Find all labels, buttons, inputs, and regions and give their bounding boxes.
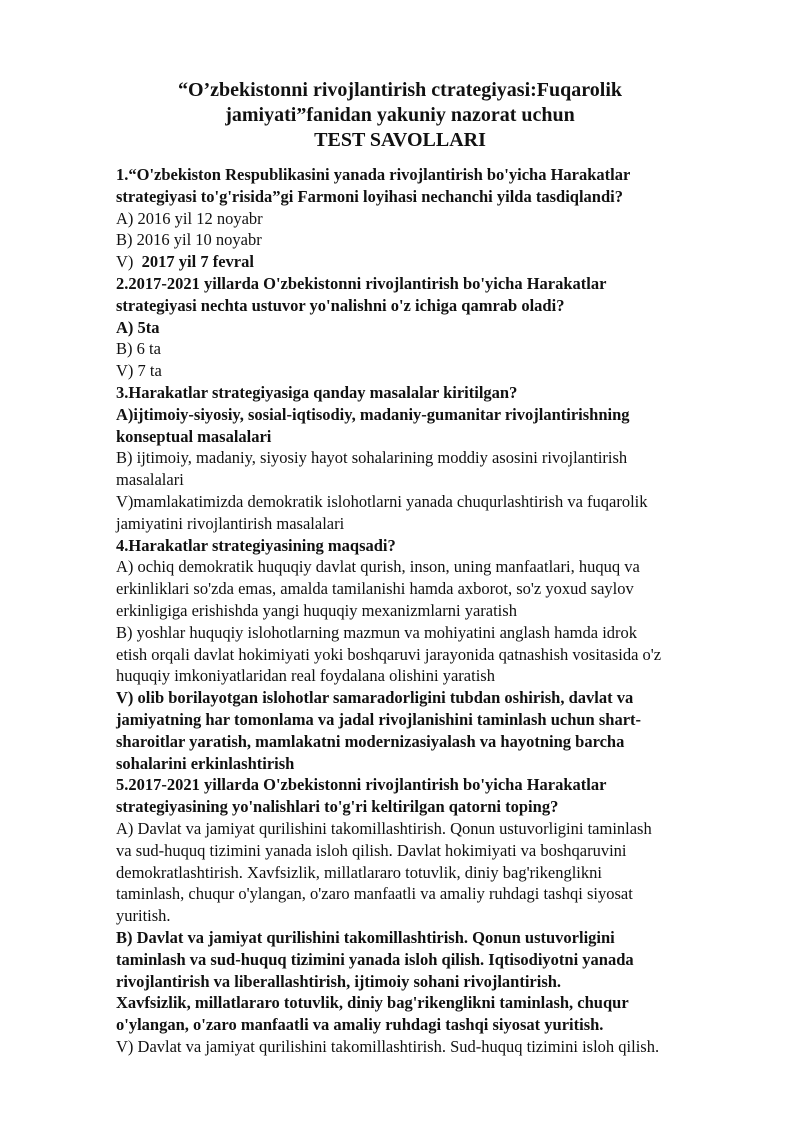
text-line-content: V) Davlat va jamiyat qurilishini takomillashtirish. Sud-huquq tizimini isloh qilish. [116,1037,660,1056]
text-line-content: jamiyatning har tomonlama va jadal rivojlanishini taminlash uchun shart- [116,710,642,729]
text-line [116,949,766,971]
text-line [116,447,766,469]
text-line-content: 1.“O'zbekiston Respublikasini yanada rivojlantirish bo'yicha Harakatlar [116,165,631,184]
answer-highlight: 2017 yil 7 fevral [133,252,254,272]
text-line-content: strategiyasi to'g'risida”gi Farmoni loyihasi nechanchi yilda tasdiqlandi? [116,186,623,206]
text-line [116,644,766,666]
document-title-line-1: “O’zbekistonni rivojlantirish ctrategiyasi:Fuqarolik [177,79,623,101]
text-line-content: V) 7 ta [116,361,162,381]
text-line [116,295,766,317]
text-line [116,469,766,491]
text-line-content: Xavfsizlik, millatlararo totuvlik, diniy bag'rikenglikni taminlash, chuqur [116,993,629,1013]
text-line [116,426,766,448]
text-line-content: demokratlashtirish. Xavfsizlik, millatlararo totuvlik, diniy bag'rikenglikni [116,862,602,882]
text-line [116,971,766,993]
text-line-content: V)mamlakatimizda demokratik islohotlarni yanada chuqurlashtirish va fuqarolik [116,492,648,511]
text-line [116,622,766,644]
text-line-content: strategiyasining yo'nalishlari to'g'ri keltirilgan qatorni toping? [116,797,559,817]
text-line [116,186,766,208]
text-line [116,338,766,360]
text-line [116,796,766,818]
text-line [116,251,766,273]
text-line-content: rivojlantirish va liberallashtirish, ijtimoiy sohani rivojlantirish. [116,971,562,991]
text-line-content: va sud-huquq tizimini yanada isloh qilish. Davlat hokimiyati va boshqaruvini [116,840,627,860]
text-line [116,491,766,513]
text-line-content: A) ochiq demokratik huquqiy davlat qurish, inson, uning manfaatlari, huquq va [116,557,640,577]
text-line-content: konseptual masalalari [116,426,272,446]
text-line [116,535,766,557]
document-title-line-3: TEST SAVOLLARI [314,129,486,151]
text-line [116,840,766,862]
text-line [116,774,766,796]
text-line [116,382,766,404]
text-line [116,578,766,600]
text-line-content: taminlash, chuqur o'ylangan, o'zaro manfaatli va amaliy ruhdagi tashqi siyosat [116,884,633,904]
text-line-content: B) 6 ta [116,339,161,359]
text-line [116,753,766,775]
text-line-content: taminlash va sud-huquq tizimini yanada isloh qilish. Iqtisodiyotni yanada [116,949,634,969]
text-line [116,709,766,731]
text-line-content: masalalari [116,470,184,490]
text-line-content: 4.Harakatlar strategiyasining maqsadi? [116,535,396,555]
text-line [116,1014,766,1036]
text-line-content: sharoitlar yaratish, mamlakatni modernizasiyalash va hayotning barcha [116,731,625,751]
text-line [116,818,766,840]
text-line-content: 3.Harakatlar strategiyasiga qanday masalalar kiritilgan? [116,383,518,402]
text-line [116,404,766,426]
text-line [116,927,766,949]
text-line-content: strategiyasi nechta ustuvor yo'nalishni o'z ichiga qamrab oladi? [116,295,565,315]
text-line-content: A) Davlat va jamiyat qurilishini takomillashtirish. Qonun ustuvorligini taminlash [116,819,652,838]
text-line [116,208,766,230]
text-line-content: B) Davlat va jamiyat qurilishini takomillashtirish. Qonun ustuvorligini [116,928,615,947]
text-line-content: o'ylangan, o'zaro manfaatli va amaliy ruhdagi tashqi siyosat yuritish. [116,1015,604,1035]
text-line-content: jamiyatini rivojlantirish masalalari [116,513,345,533]
text-line [116,273,766,295]
text-line [116,556,766,578]
document-title-line-2: jamiyati”fanidan yakuniy nazorat uchun [225,104,575,126]
text-line [116,317,766,339]
text-line-content: huquqiy imkoniyatlaridan real foydalana olishini yaratish [116,666,495,686]
text-line-content: erkinliklari so'zda emas, amalda tamilanishi hamda axborot, so'z yoxud saylov [116,579,634,599]
text-line [116,513,766,535]
text-line-content: V) olib borilayotgan islohotlar samaradorligini tubdan oshirish, davlat va [116,688,634,708]
text-line [116,665,766,687]
text-line-content: A) 5ta [116,317,160,337]
text-line-content: V) [116,252,134,272]
text-line-content: etish orqali davlat hokimiyati yoki boshqaruvi jarayonida qatnashish vositasida o'z [116,644,662,664]
text-line [116,992,766,1014]
text-line-content: B) ijtimoiy, madaniy, siyosiy hayot sohalarining moddiy asosini rivojlantirish [116,448,628,468]
text-line [116,905,766,927]
text-line [116,360,766,382]
text-line-content: 2.2017-2021 yillarda O'zbekistonni rivojlantirish bo'yicha Harakatlar [116,274,607,293]
text-line-content: yuritish. [116,906,171,926]
text-line-content: A) 2016 yil 12 noyabr [116,208,263,228]
text-line [116,862,766,884]
text-line-content: 5.2017-2021 yillarda O'zbekistonni rivojlantirish bo'yicha Harakatlar [116,775,607,795]
text-line-content: B) 2016 yil 10 noyabr [116,230,262,250]
text-line [116,687,766,709]
text-line [116,1036,766,1058]
text-line [116,229,766,251]
text-line [116,164,766,186]
text-line-content: A)ijtimoiy-siyosiy, sosial-iqtisodiy, madaniy-gumanitar rivojlantirishning [116,404,630,424]
text-line-content: B) yoshlar huquqiy islohotlarning mazmun va mohiyatini anglash hamda idrok [116,622,638,642]
text-line-content: sohalarini erkinlashtirish [116,753,295,773]
text-line [116,883,766,905]
text-line-content: erkinligiga erishishda yangi huquqiy mexanizmlarni yaratish [116,601,517,620]
text-line [116,600,766,622]
text-line [116,731,766,753]
